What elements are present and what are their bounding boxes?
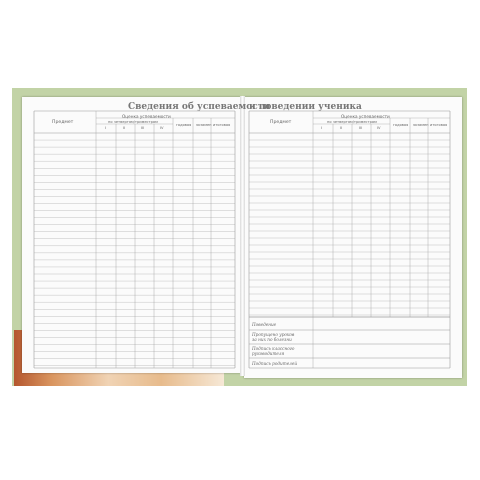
exam-header-right: экзамен xyxy=(413,123,429,127)
quarter-iv-left: IV xyxy=(160,126,164,130)
missed-lessons-row-label: Пропущено уроков за них по болезни xyxy=(252,332,295,342)
teacher-signature-row-label: Подпись классного руководителя xyxy=(252,346,295,356)
quarter-ii-right: II xyxy=(340,126,343,130)
period-header-left: по четвертям/триместрам xyxy=(108,120,158,124)
quarter-iii-left: III xyxy=(141,126,145,130)
quarter-iv-right: IV xyxy=(377,126,381,130)
quarter-ii-left: II xyxy=(123,126,126,130)
final-header-right: итоговая xyxy=(430,123,448,127)
exam-header-left: экзамен xyxy=(196,123,212,127)
yearly-header-left: годовая xyxy=(176,123,192,127)
parents-signature-row-label: Подпись родителей xyxy=(252,361,298,366)
grades-header-left: Оценка успеваемости xyxy=(122,114,171,119)
grades-header-right: Оценка успеваемости xyxy=(341,114,390,119)
subject-header-right: Предмет xyxy=(270,120,292,125)
behavior-row-label: Поведение xyxy=(252,322,277,327)
quarter-iii-right: III xyxy=(359,126,363,130)
quarter-i-left: I xyxy=(105,126,107,130)
yearly-header-right: годовая xyxy=(393,123,409,127)
page-title-right: и поведении ученика xyxy=(249,102,362,112)
quarter-i-right: I xyxy=(321,126,323,130)
final-header-left: итоговая xyxy=(213,123,231,127)
page-title-left: Сведения об успеваемости xyxy=(128,102,270,112)
subject-header-left: Предмет xyxy=(52,120,74,125)
period-header-right: по четвертям/триместрам xyxy=(327,120,377,124)
